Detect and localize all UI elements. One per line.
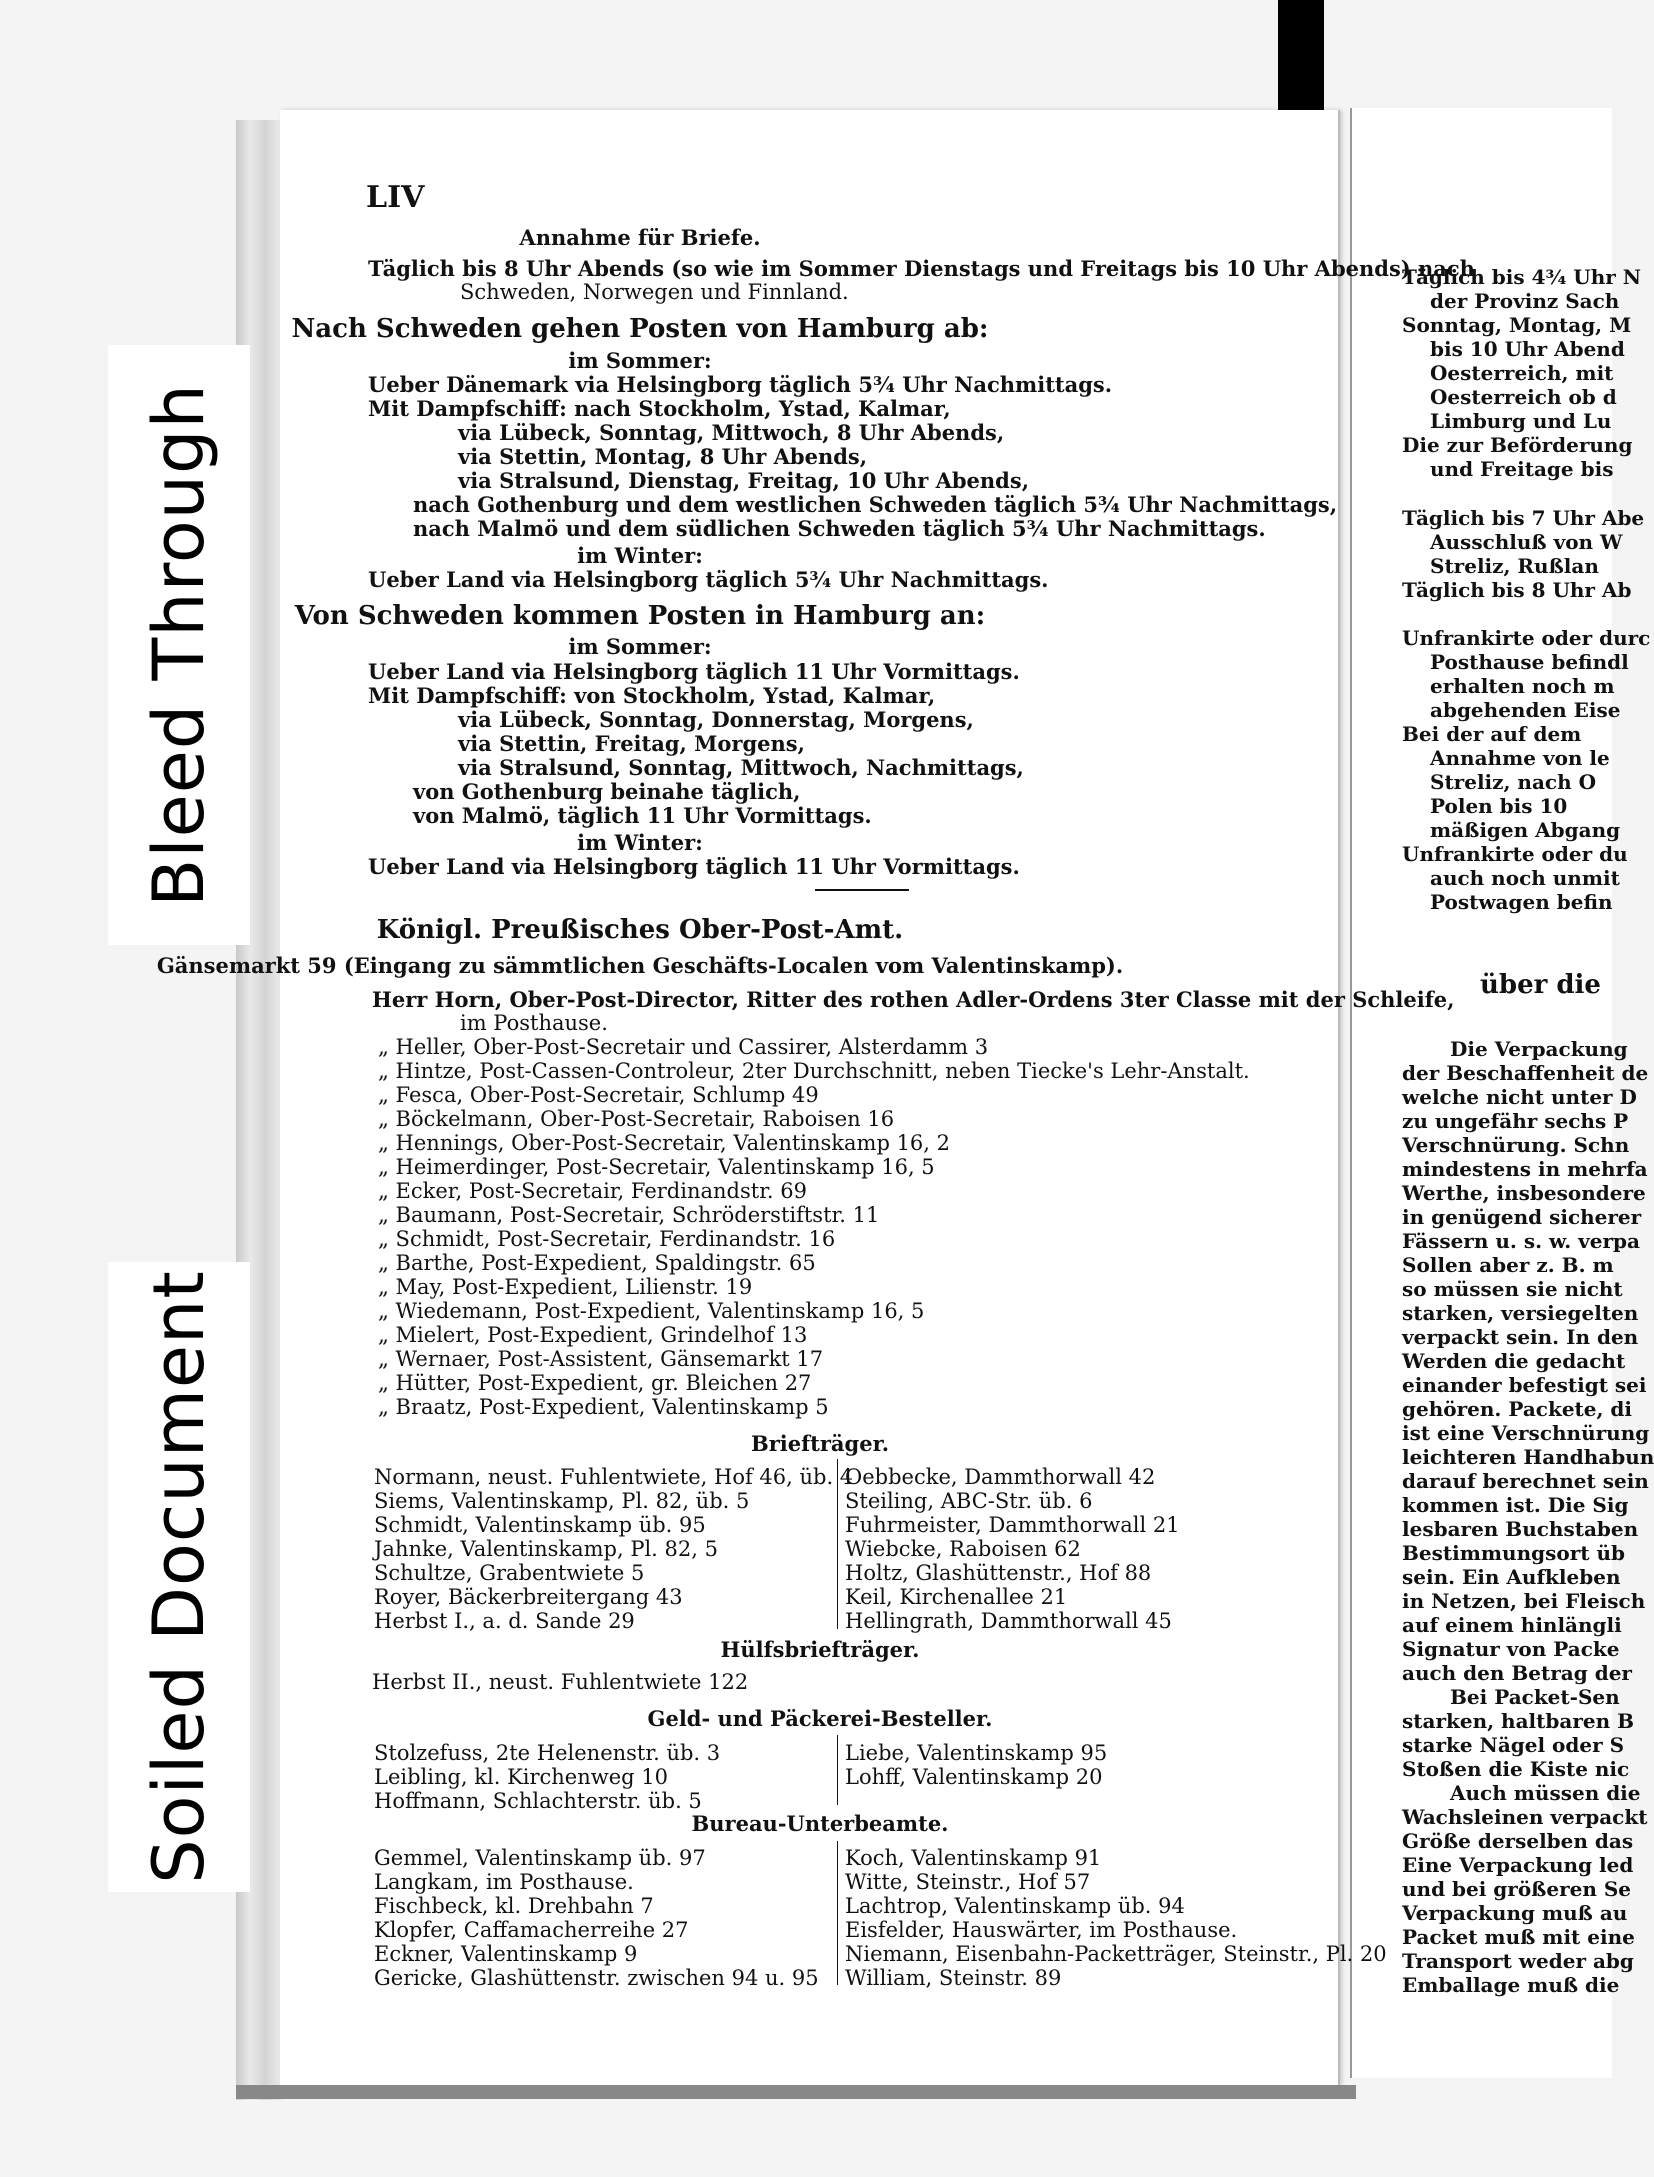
list-item: Stolzefuss, 2te Helenenstr. üb. 3 <box>374 1741 721 1765</box>
text-line: Ueber Land via Helsingborg täglich 11 Uhr Vormittags. <box>368 854 1020 879</box>
text-line: „ Mielert, Post-Expedient, Grindelhof 13 <box>378 1323 808 1347</box>
facing-page-line: abgehenden Eise <box>1430 698 1621 722</box>
text-line: „ Heimerdinger, Post-Secretair, Valentinskamp 16, 5 <box>378 1155 935 1179</box>
text-line: nach Malmö und dem südlichen Schweden täglich 5¾ Uhr Nachmittags. <box>413 516 1266 541</box>
text-line: „ May, Post-Expedient, Lilienstr. 19 <box>378 1275 753 1299</box>
facing-page-line: und Freitage bis <box>1430 457 1614 481</box>
facing-page-line: einander befestigt sei <box>1402 1373 1647 1397</box>
facing-page-line: starken, versiegelten <box>1402 1301 1639 1325</box>
list-item: Witte, Steinstr., Hof 57 <box>845 1870 1091 1894</box>
list-item: Niemann, Eisenbahn-Packetträger, Steinstr., Pl. 20 <box>845 1942 1387 1966</box>
facing-page-line: Sonntag, Montag, M <box>1402 313 1632 337</box>
text-line: via Stralsund, Dienstag, Freitag, 10 Uhr Abends, <box>458 468 1029 493</box>
facing-page-line: über die <box>1480 970 1601 1000</box>
list-item: Klopfer, Caffamacherreihe 27 <box>374 1918 689 1942</box>
text-line: Täglich bis 8 Uhr Abends (so wie im Sommer Dienstags und Freitags bis 10 Uhr Abends) nach <box>368 256 1475 281</box>
soiled-document-label: Soiled Document <box>138 1270 220 1884</box>
text-line: „ Ecker, Post-Secretair, Ferdinandstr. 69 <box>378 1179 807 1203</box>
facing-page-line: ist eine Verschnürung <box>1402 1421 1650 1445</box>
facing-page-line: gehören. Packete, di <box>1402 1397 1633 1421</box>
facing-page-line: Postwagen befin <box>1430 890 1613 914</box>
facing-page-line: Transport weder abg <box>1402 1949 1634 1973</box>
facing-page-line: Oesterreich, mit <box>1430 361 1614 385</box>
facing-page-line: Limburg und Lu <box>1430 409 1612 433</box>
facing-page-line: Verschnürung. Schn <box>1402 1133 1630 1157</box>
text-line: im Winter: <box>577 830 703 855</box>
text-line: „ Schmidt, Post-Secretair, Ferdinandstr. 16 <box>378 1227 836 1251</box>
list-item: Wiebcke, Raboisen 62 <box>845 1537 1081 1561</box>
facing-page-line: Wachsleinen verpackt <box>1402 1805 1648 1829</box>
list-item: Keil, Kirchenallee 21 <box>845 1585 1068 1609</box>
facing-page-line: bis 10 Uhr Abend <box>1430 337 1625 361</box>
black-bar <box>1278 0 1324 110</box>
text-line: im Posthause. <box>460 1011 608 1035</box>
text-line: „ Baumann, Post-Secretair, Schröderstiftstr. 11 <box>378 1203 880 1227</box>
text-line: Mit Dampfschiff: von Stockholm, Ystad, Kalmar, <box>368 683 936 708</box>
list-item: William, Steinstr. 89 <box>845 1966 1062 1990</box>
text-line: „ Heller, Ober-Post-Secretair und Cassirer, Alsterdamm 3 <box>378 1035 989 1059</box>
facing-page-line: Die Verpackung <box>1450 1037 1628 1061</box>
facing-page-line: kommen ist. Die Sig <box>1402 1493 1629 1517</box>
list-item: Lachtrop, Valentinskamp üb. 94 <box>845 1894 1185 1918</box>
facing-page-line: Größe derselben das <box>1402 1829 1634 1853</box>
list-item: Lohff, Valentinskamp 20 <box>845 1765 1103 1789</box>
list-item: Gericke, Glashüttenstr. zwischen 94 u. 95 <box>374 1966 819 1990</box>
facing-page-line: darauf berechnet sein <box>1402 1469 1649 1493</box>
facing-page-line: Ausschluß von W <box>1430 530 1623 554</box>
text-line: von Gothenburg beinahe täglich, <box>413 779 801 804</box>
text-line: Gänsemarkt 59 (Eingang zu sämmtlichen Geschäfts-Localen vom Valentinskamp). <box>156 953 1124 978</box>
text-line: Ueber Land via Helsingborg täglich 5¾ Uhr Nachmittags. <box>368 567 1049 592</box>
facing-page-line: Posthause befindl <box>1430 650 1629 674</box>
facing-page-line: mindestens in mehrfa <box>1402 1157 1648 1181</box>
facing-page-line: Werthe, insbesondere <box>1402 1181 1646 1205</box>
facing-page-line: Bestimmungsort üb <box>1402 1541 1625 1565</box>
text-line: via Stettin, Freitag, Morgens, <box>458 731 805 756</box>
facing-page-line: zu ungefähr sechs P <box>1402 1109 1629 1133</box>
text-line: Mit Dampfschiff: nach Stockholm, Ystad, Kalmar, <box>368 396 951 421</box>
text-line: Ueber Land via Helsingborg täglich 11 Uhr Vormittags. <box>368 659 1020 684</box>
text-line: via Lübeck, Sonntag, Donnerstag, Morgens, <box>458 707 974 732</box>
facing-page-line: verpackt sein. In den <box>1402 1325 1639 1349</box>
facing-page-line: Auch müssen die <box>1450 1781 1641 1805</box>
list-item: Langkam, im Posthause. <box>374 1870 634 1894</box>
facing-page-line: mäßigen Abgang <box>1430 818 1621 842</box>
facing-page-line: welche nicht unter D <box>1402 1085 1637 1109</box>
facing-page-line: der Provinz Sach <box>1430 289 1620 313</box>
facing-page-line: Täglich bis 4¾ Uhr N <box>1402 265 1642 289</box>
text-line: „ Barthe, Post-Expedient, Spaldingstr. 65 <box>378 1251 816 1275</box>
text-line: „ Hütter, Post-Expedient, gr. Bleichen 27 <box>378 1371 812 1395</box>
facing-page-line: sein. Ein Aufkleben <box>1402 1565 1621 1589</box>
text-line: via Stralsund, Sonntag, Mittwoch, Nachmittags, <box>458 755 1024 780</box>
facing-page-line: der Beschaffenheit de <box>1402 1061 1649 1085</box>
facing-page-line: erhalten noch m <box>1430 674 1615 698</box>
facing-page-line: in genügend sicherer <box>1402 1205 1642 1229</box>
list-item: Hellingrath, Dammthorwall 45 <box>845 1609 1172 1633</box>
facing-page-line: Emballage muß die <box>1402 1973 1620 1997</box>
text-line: Herbst II., neust. Fuhlentwiete 122 <box>372 1670 749 1694</box>
list-item: Royer, Bäckerbreitergang 43 <box>374 1585 683 1609</box>
text-line: Herr Horn, Ober-Post-Director, Ritter des rothen Adler-Ordens 3ter Classe mit der Schleife, <box>372 987 1455 1012</box>
facing-page-line: Annahme von le <box>1430 746 1610 770</box>
facing-page-line: Signatur von Packe <box>1402 1637 1620 1661</box>
facing-page-line: Die zur Beförderung <box>1402 433 1633 457</box>
facing-page-line: so müssen sie nicht <box>1402 1277 1623 1301</box>
list-item: Holtz, Glashüttenstr., Hof 88 <box>845 1561 1152 1585</box>
facing-page-line: auch noch unmit <box>1430 866 1620 890</box>
column-divider <box>837 1735 838 1805</box>
list-item: Eckner, Valentinskamp 9 <box>374 1942 638 1966</box>
list-item: Eisfelder, Hauswärter, im Posthause. <box>845 1918 1238 1942</box>
facing-page-line: starken, haltbaren B <box>1402 1709 1634 1733</box>
list-item: Jahnke, Valentinskamp, Pl. 82, 5 <box>374 1537 718 1561</box>
list-item: Schultze, Grabentwiete 5 <box>374 1561 645 1585</box>
bleed-through-label: Bleed Through <box>138 383 220 907</box>
facing-page-line: Packet muß mit eine <box>1402 1925 1635 1949</box>
facing-page-line: Täglich bis 8 Uhr Ab <box>1402 578 1632 602</box>
text-line: Königl. Preußisches Ober-Post-Amt. <box>376 915 904 945</box>
bleed-through-banner <box>108 345 250 945</box>
text-line: Hülfsbriefträger. <box>720 1637 920 1662</box>
text-line: Annahme für Briefe. <box>519 225 761 250</box>
facing-page-line: lesbaren Buchstaben <box>1402 1517 1639 1541</box>
facing-page-line: Eine Verpackung led <box>1402 1853 1634 1877</box>
facing-page-line: Bei Packet-Sen <box>1450 1685 1620 1709</box>
facing-page-line: Unfrankirte oder durc <box>1402 626 1651 650</box>
text-line: „ Hennings, Ober-Post-Secretair, Valentinskamp 16, 2 <box>378 1131 951 1155</box>
facing-page-line: Fässern u. s. w. verpa <box>1402 1229 1640 1253</box>
facing-page-line: Polen bis 10 <box>1430 794 1568 818</box>
page-bottom-edge <box>236 2085 1356 2099</box>
list-item: Liebe, Valentinskamp 95 <box>845 1741 1108 1765</box>
text-line: „ Hintze, Post-Cassen-Controleur, 2ter Durchschnitt, neben Tiecke's Lehr-Anstalt. <box>378 1059 1250 1083</box>
text-line: im Sommer: <box>568 348 712 373</box>
text-line: Geld- und Päckerei-Besteller. <box>647 1706 993 1731</box>
facing-page-line: Bei der auf dem <box>1402 722 1582 746</box>
text-line: „ Wiedemann, Post-Expedient, Valentinskamp 16, 5 <box>378 1299 925 1323</box>
text-line: nach Gothenburg und dem westlichen Schweden täglich 5¾ Uhr Nachmittags, <box>413 492 1338 517</box>
text-line: Ueber Dänemark via Helsingborg täglich 5¾ Uhr Nachmittags. <box>368 372 1113 397</box>
text-line: „ Wernaer, Post-Assistent, Gänsemarkt 17 <box>378 1347 824 1371</box>
list-item: Steiling, ABC-Str. üb. 6 <box>845 1489 1093 1513</box>
page-number: LIV <box>366 180 425 215</box>
facing-page-line: Verpackung muß au <box>1402 1901 1628 1925</box>
list-item: Schmidt, Valentinskamp üb. 95 <box>374 1513 706 1537</box>
list-item: Hoffmann, Schlachterstr. üb. 5 <box>374 1789 702 1813</box>
text-line: im Winter: <box>577 543 703 568</box>
text-line: via Stettin, Montag, 8 Uhr Abends, <box>458 444 868 469</box>
facing-page-line: Oesterreich ob d <box>1430 385 1617 409</box>
facing-page-line: auf einem hinlängli <box>1402 1613 1622 1637</box>
list-item: Fischbeck, kl. Drehbahn 7 <box>374 1894 654 1918</box>
facing-page-line: in Netzen, bei Fleisch <box>1402 1589 1646 1613</box>
facing-page-line: Sollen aber z. B. m <box>1402 1253 1614 1277</box>
text-line: „ Fesca, Ober-Post-Secretair, Schlump 49 <box>378 1083 819 1107</box>
text-line: Von Schweden kommen Posten in Hamburg an: <box>294 601 986 631</box>
text-line: „ Braatz, Post-Expedient, Valentinskamp 5 <box>378 1395 829 1419</box>
facing-page-line: Streliz, nach O <box>1430 770 1597 794</box>
text-line: „ Böckelmann, Ober-Post-Secretair, Raboisen 16 <box>378 1107 895 1131</box>
facing-page-line: und bei größeren Se <box>1402 1877 1632 1901</box>
facing-page-line: Streliz, Rußlan <box>1430 554 1599 578</box>
text-line: Nach Schweden gehen Posten von Hamburg ab: <box>291 314 989 344</box>
list-item: Normann, neust. Fuhlentwiete, Hof 46, üb. 4 <box>374 1465 854 1489</box>
section-divider <box>815 889 909 891</box>
list-item: Oebbecke, Dammthorwall 42 <box>845 1465 1156 1489</box>
facing-page-line: Unfrankirte oder du <box>1402 842 1628 866</box>
list-item: Herbst I., a. d. Sande 29 <box>374 1609 635 1633</box>
facing-page-line: Täglich bis 7 Uhr Abe <box>1402 506 1645 530</box>
list-item: Leibling, kl. Kirchenweg 10 <box>374 1765 668 1789</box>
text-line: im Sommer: <box>568 634 712 659</box>
text-line: via Lübeck, Sonntag, Mittwoch, 8 Uhr Abends, <box>458 420 1005 445</box>
facing-page-line: starke Nägel oder S <box>1402 1733 1625 1757</box>
list-item: Gemmel, Valentinskamp üb. 97 <box>374 1846 706 1870</box>
text-line: von Malmö, täglich 11 Uhr Vormittags. <box>413 803 872 828</box>
facing-page-line: leichteren Handhabun <box>1402 1445 1654 1469</box>
list-item: Siems, Valentinskamp, Pl. 82, üb. 5 <box>374 1489 750 1513</box>
list-item: Koch, Valentinskamp 91 <box>845 1846 1102 1870</box>
facing-page-line: Stoßen die Kiste nic <box>1402 1757 1630 1781</box>
soiled-document-banner <box>108 1262 250 1892</box>
text-line: Bureau-Unterbeamte. <box>691 1811 949 1836</box>
facing-page-line: auch den Betrag der <box>1402 1661 1632 1685</box>
text-line: Briefträger. <box>750 1431 890 1456</box>
text-line: Schweden, Norwegen und Finnland. <box>460 280 849 304</box>
facing-page-line: Werden die gedacht <box>1402 1349 1626 1373</box>
list-item: Fuhrmeister, Dammthorwall 21 <box>845 1513 1180 1537</box>
column-divider <box>837 1841 838 1985</box>
